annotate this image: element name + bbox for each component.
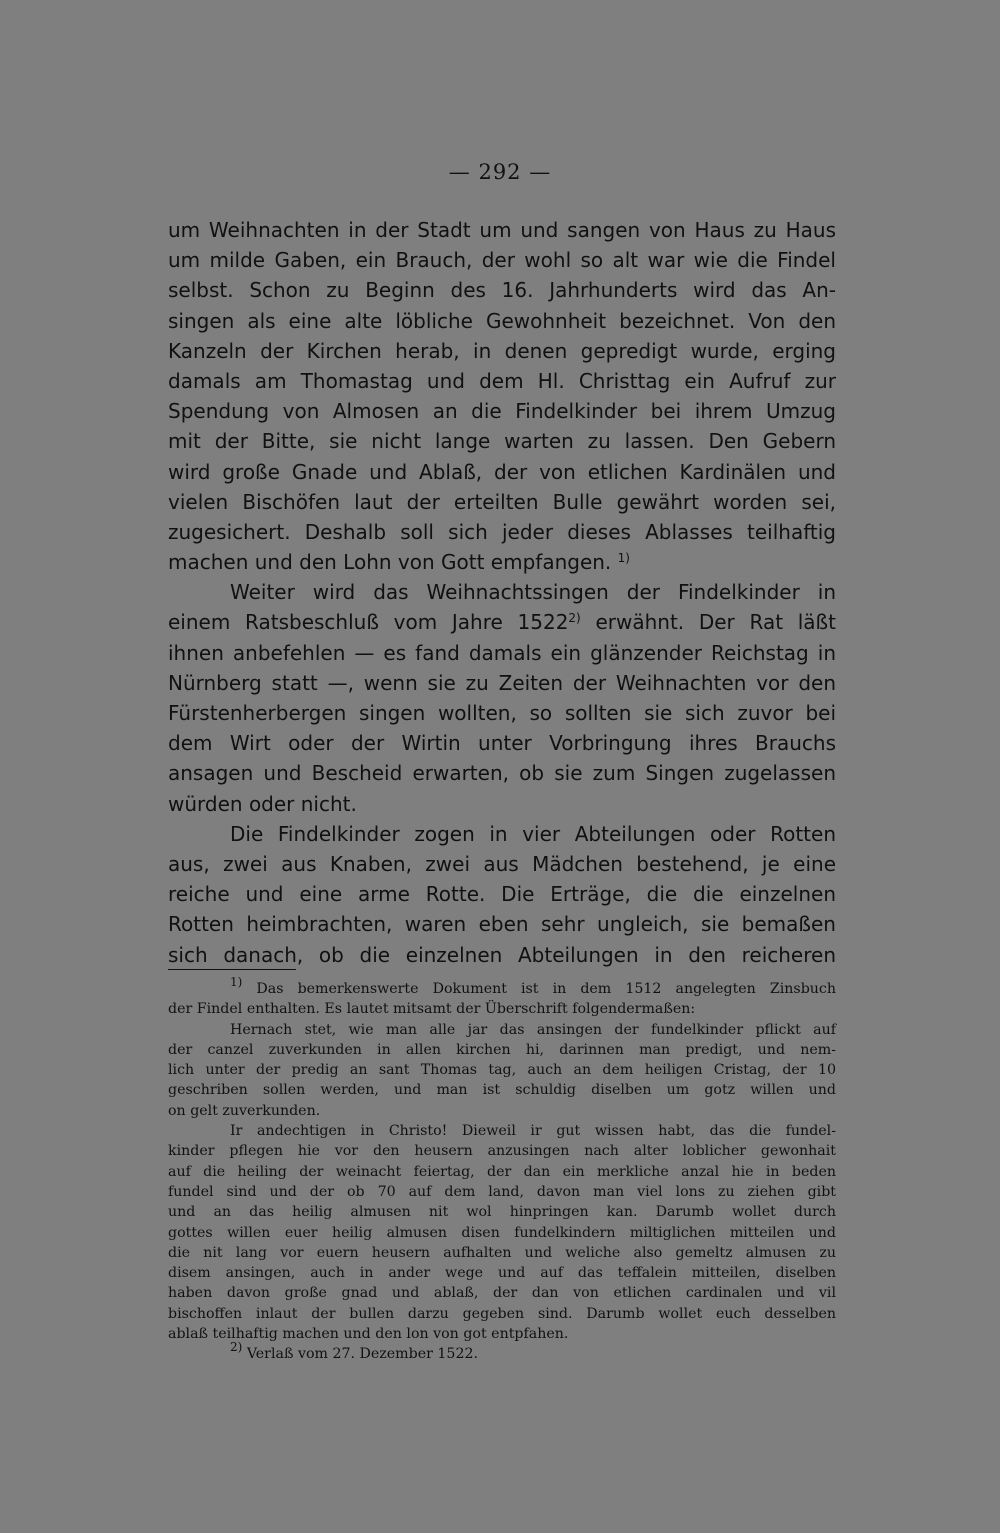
footnote-line: fundel sind und der ob 70 auf dem land, davon man viel lons zu ziehen gibt xyxy=(168,1183,836,1200)
footnote-line: der canzel zuverkunden in allen kirchen hi, darinnen man predigt, und nem- xyxy=(168,1041,836,1058)
footnote-reference: 1) xyxy=(617,551,630,566)
main-text xyxy=(168,215,836,970)
text-line xyxy=(168,547,836,577)
footnote-line: Ir andechtigen in Christo! Dieweil ir gut wissen habt, das die fundel- xyxy=(230,1123,836,1140)
text-segment: Verlaß vom 27. Dezember 1522. xyxy=(242,1346,479,1363)
text-line: Fürstenherbergen singen wollten, so sollten sie sich zuvor bei xyxy=(168,701,836,725)
footnote-line: die nit lang vor euern heusern aufhalten und weliche also gemeltz almusen zu xyxy=(168,1244,836,1261)
footnotes xyxy=(168,975,836,1365)
text-line: Spendung von Almosen an die Findelkinder bei ihrem Umzug xyxy=(168,399,836,424)
footnote-divider xyxy=(168,969,296,970)
text-segment: erwähnt. Der Rat läßt xyxy=(580,610,836,635)
text-line: wird große Gnade und Ablaß, der von etlichen Kardinälen und xyxy=(168,459,836,484)
text-segment: Das bemerkenswerte Dokument ist in dem 1512 angelegten Zinsbuch xyxy=(242,981,836,997)
text-segment: einem Ratsbeschluß vom Jahre 1522 xyxy=(168,610,569,635)
text-line xyxy=(168,607,836,637)
text-line: selbst. Schon zu Beginn des 16. Jahrhunderts wird das An- xyxy=(168,278,836,303)
text-line: würden oder nicht. xyxy=(168,791,357,816)
text-line: vielen Bischöfen laut der erteilten Bulle gewährt worden sei, xyxy=(168,489,836,514)
footnote-line: on gelt zuverkunden. xyxy=(168,1102,321,1119)
text-line: Nürnberg statt —, wenn sie zu Zeiten der Weihnachten vor den xyxy=(168,670,836,695)
text-line: mit der Bitte, sie nicht lange warten zu lassen. Den Gebern xyxy=(168,429,836,454)
text-line: aus, zwei aus Knaben, zwei aus Mädchen bestehend, je eine xyxy=(168,851,836,876)
footnote-line: der Findel enthalten. Es lautet mitsamt der Überschrift folgendermaßen: xyxy=(168,1001,696,1018)
footnote-line: und an das heilig almusen nit wol hinpringen kan. Darumb wollet durch xyxy=(168,1204,836,1221)
footnote-line xyxy=(168,1340,836,1364)
text-line: Rotten heimbrachten, waren eben sehr ungleich, sie bemaßen xyxy=(168,912,836,937)
footnote-line xyxy=(168,975,836,999)
text-line: um milde Gaben, ein Brauch, der wohl so alt war wie die Findel xyxy=(168,248,836,273)
text-line: Kanzeln der Kirchen herab, in denen gepredigt wurde, erging xyxy=(168,338,836,363)
text-line: reiche und eine arme Rotte. Die Erträge, die die einzelnen xyxy=(168,882,836,907)
footnote-line: kinder pflegen hie vor den heusern anzusingen nach alter loblicher gewonhait xyxy=(168,1143,836,1160)
page-number: — 292 — xyxy=(448,160,552,184)
text-line: sich danach, ob die einzelnen Abteilungen in den reicheren xyxy=(168,942,836,967)
footnote-marker: 1) xyxy=(230,975,243,989)
text-line: damals am Thomastag und dem Hl. Christtag ein Aufruf zur xyxy=(168,368,836,393)
text-line: ansagen und Bescheid erwarten, ob sie zum Singen zugelassen xyxy=(168,761,836,786)
footnote-line: auf die heiling der weinacht feiertag, der dan ein merkliche anzal hie in beden xyxy=(168,1163,836,1180)
footnote-reference: 2) xyxy=(568,611,581,626)
footnote-line: ablaß teilhaftig machen und den lon von got entpfahen. xyxy=(168,1326,569,1343)
footnote-line: lich unter der predig an sant Thomas tag, auch an dem heiligen Cristag, der 10 xyxy=(168,1062,836,1079)
footnote-line: bischoffen inlaut der bullen darzu gegeben sind. Darumb wollet euch desselben xyxy=(168,1305,836,1322)
text-line: Die Findelkinder zogen in vier Abteilungen oder Rotten xyxy=(230,821,836,846)
footnote-marker: 2) xyxy=(230,1340,243,1355)
text-line: um Weihnachten in der Stadt um und sangen von Haus zu Haus xyxy=(168,218,836,242)
footnote-line: haben davon große gnad und ablaß, der dan von etlichen cardinalen und vil xyxy=(168,1285,836,1302)
text-line: zugesichert. Deshalb soll sich jeder dieses Ablasses teilhaftig xyxy=(168,519,836,544)
footnote-line: gottes willen euer heilig almusen disen fundelkindern miltiglichen mitteilen und xyxy=(168,1224,836,1241)
text-line: dem Wirt oder der Wirtin unter Vorbringung ihres Brauchs xyxy=(168,731,836,756)
text-line: ihnen anbefehlen — es fand damals ein glänzender Reichstag in xyxy=(168,640,836,665)
text-segment: machen und den Lohn von Gott empfangen. xyxy=(168,550,612,575)
footnote-line: disem ansingen, auch in ander wege und auf das teffalein mitteilen, diselben xyxy=(168,1265,836,1282)
footnote-line: geschriben sollen werden, und man ist schuldig diselben um gotz willen und xyxy=(168,1082,836,1099)
footnote-line: Hernach stet, wie man alle jar das ansingen der fundelkinder pflickt auf xyxy=(230,1021,836,1038)
text-line: Weiter wird das Weihnachtssingen der Findelkinder in xyxy=(230,580,836,605)
text-line: singen als eine alte löbliche Gewohnheit bezeichnet. Von den xyxy=(168,308,836,333)
